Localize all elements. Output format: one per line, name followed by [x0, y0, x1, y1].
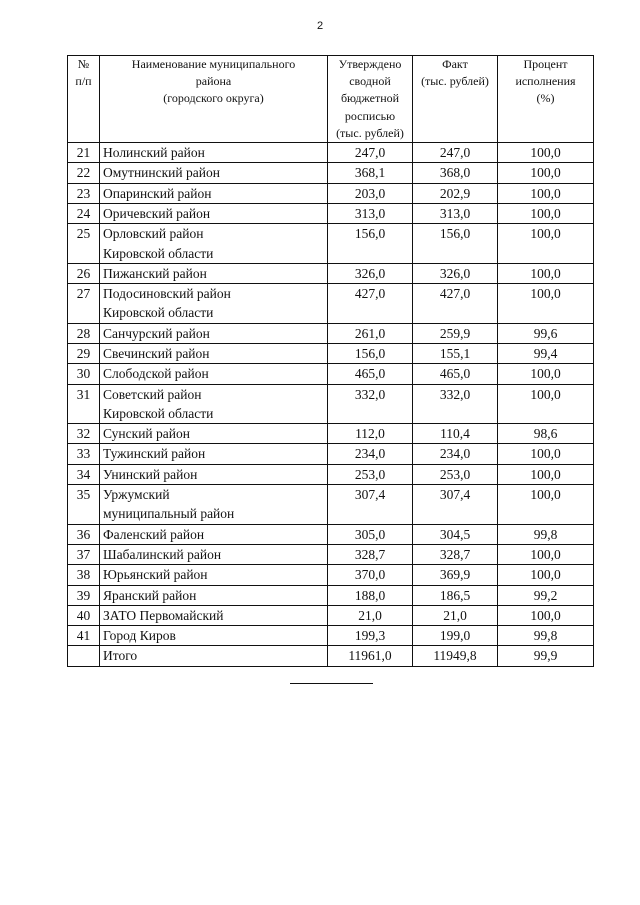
- table-row: [68, 163, 594, 183]
- row-name-line: Омутнинский район: [103, 165, 220, 181]
- table-row: [68, 323, 594, 343]
- row-number: 24: [68, 203, 100, 223]
- row-name-line: Фаленский район: [103, 526, 205, 542]
- table-row: [68, 424, 594, 444]
- row-plan: 313,0: [328, 203, 413, 223]
- row-name-line: Советский район: [103, 386, 202, 402]
- row-fact: 369,9: [413, 565, 498, 585]
- row-name: [100, 263, 328, 283]
- row-name: [100, 203, 328, 223]
- row-name-line: Слободской район: [103, 366, 209, 382]
- table-row: [68, 524, 594, 544]
- table-row: [68, 585, 594, 605]
- row-number: 31: [68, 384, 100, 424]
- row-fact: 326,0: [413, 263, 498, 283]
- row-name: [100, 183, 328, 203]
- row-plan: 199,3: [328, 626, 413, 646]
- row-fact: 110,4: [413, 424, 498, 444]
- row-name-line: Яранский район: [103, 587, 197, 603]
- row-number: 40: [68, 605, 100, 625]
- row-percent: 100,0: [498, 183, 594, 203]
- row-fact: 427,0: [413, 284, 498, 324]
- row-fact: 253,0: [413, 464, 498, 484]
- row-percent: 99,8: [498, 626, 594, 646]
- header-row: [68, 56, 594, 143]
- row-fact: 368,0: [413, 163, 498, 183]
- row-plan: 332,0: [328, 384, 413, 424]
- row-plan: 203,0: [328, 183, 413, 203]
- row-name: [100, 524, 328, 544]
- row-name: [100, 464, 328, 484]
- budget-execution-table: [67, 55, 594, 667]
- total-plan: 11961,0: [328, 646, 413, 666]
- table-row: [68, 444, 594, 464]
- table-row: [68, 224, 594, 264]
- row-number: 26: [68, 263, 100, 283]
- end-rule: [290, 683, 373, 684]
- row-name-line: Шабалинский район: [103, 546, 222, 562]
- row-name-line: Подосиновский район: [103, 286, 231, 302]
- row-name: [100, 585, 328, 605]
- header-fact: Факт (тыс. рублей): [413, 56, 498, 143]
- row-name: [100, 343, 328, 363]
- row-name-line: ЗАТО Первомайский: [103, 607, 224, 623]
- row-percent: 100,0: [498, 485, 594, 525]
- row-plan: 261,0: [328, 323, 413, 343]
- table-row: [68, 183, 594, 203]
- row-name-line: Пижанский район: [103, 265, 207, 281]
- header-plan: Утверждено сводной бюджетной росписью (тыс. рублей): [328, 56, 413, 143]
- row-name: [100, 323, 328, 343]
- table-row: [68, 143, 594, 163]
- row-fact: 202,9: [413, 183, 498, 203]
- table-row: [68, 263, 594, 283]
- total-row: [68, 646, 594, 666]
- row-plan: 427,0: [328, 284, 413, 324]
- row-name-line: Кировской области: [103, 305, 214, 321]
- row-name-line: Орловский район: [103, 226, 204, 242]
- total-fact: 11949,8: [413, 646, 498, 666]
- row-fact: 259,9: [413, 323, 498, 343]
- row-name: [100, 364, 328, 384]
- row-number: 38: [68, 565, 100, 585]
- row-name-line: Кировской области: [103, 245, 214, 261]
- row-plan: 465,0: [328, 364, 413, 384]
- row-plan: 156,0: [328, 343, 413, 363]
- row-fact: 186,5: [413, 585, 498, 605]
- row-name: [100, 444, 328, 464]
- row-percent: 98,6: [498, 424, 594, 444]
- row-number: 36: [68, 524, 100, 544]
- header-num: № п/п: [68, 56, 100, 143]
- row-percent: 100,0: [498, 444, 594, 464]
- row-number: 21: [68, 143, 100, 163]
- row-number: 39: [68, 585, 100, 605]
- row-fact: 247,0: [413, 143, 498, 163]
- row-name-line: Опаринский район: [103, 185, 212, 201]
- row-number: 29: [68, 343, 100, 363]
- row-plan: 326,0: [328, 263, 413, 283]
- row-plan: 247,0: [328, 143, 413, 163]
- row-fact: 304,5: [413, 524, 498, 544]
- row-name: [100, 284, 328, 324]
- table-row: [68, 485, 594, 525]
- row-number: 23: [68, 183, 100, 203]
- table-row: [68, 364, 594, 384]
- row-percent: 100,0: [498, 284, 594, 324]
- row-fact: 332,0: [413, 384, 498, 424]
- row-name: [100, 384, 328, 424]
- row-plan: 307,4: [328, 485, 413, 525]
- row-fact: 21,0: [413, 605, 498, 625]
- row-percent: 100,0: [498, 224, 594, 264]
- page-number: 2: [316, 20, 324, 32]
- row-name-line: Свечинский район: [103, 345, 210, 361]
- row-number: 27: [68, 284, 100, 324]
- row-number: 34: [68, 464, 100, 484]
- table-row: [68, 626, 594, 646]
- row-name-line: Город Киров: [103, 628, 176, 644]
- row-plan: 156,0: [328, 224, 413, 264]
- row-percent: 100,0: [498, 544, 594, 564]
- table-body: [68, 143, 594, 646]
- row-plan: 368,1: [328, 163, 413, 183]
- row-name-line: Санчурский район: [103, 325, 210, 341]
- row-percent: 100,0: [498, 163, 594, 183]
- row-plan: 328,7: [328, 544, 413, 564]
- row-name-line: Оричевский район: [103, 205, 211, 221]
- row-name: [100, 565, 328, 585]
- row-name: [100, 424, 328, 444]
- row-number: 37: [68, 544, 100, 564]
- row-name: [100, 163, 328, 183]
- row-number: 28: [68, 323, 100, 343]
- table-row: [68, 284, 594, 324]
- row-plan: 305,0: [328, 524, 413, 544]
- row-name: [100, 143, 328, 163]
- row-fact: 199,0: [413, 626, 498, 646]
- row-percent: 100,0: [498, 263, 594, 283]
- row-percent: 100,0: [498, 364, 594, 384]
- header-percent: Процент исполнения (%): [498, 56, 594, 143]
- row-percent: 100,0: [498, 143, 594, 163]
- total-label: Итого: [100, 646, 328, 666]
- row-name-line: Кировской области: [103, 405, 214, 421]
- row-number: 41: [68, 626, 100, 646]
- row-name: [100, 605, 328, 625]
- row-percent: 99,6: [498, 323, 594, 343]
- row-percent: 100,0: [498, 565, 594, 585]
- row-fact: 313,0: [413, 203, 498, 223]
- table-row: [68, 565, 594, 585]
- row-number: 35: [68, 485, 100, 525]
- row-fact: 328,7: [413, 544, 498, 564]
- row-percent: 99,2: [498, 585, 594, 605]
- header-name: Наименование муниципального района (городского округа): [100, 56, 328, 143]
- table-row: [68, 605, 594, 625]
- table-row: [68, 544, 594, 564]
- table-footer: [68, 646, 594, 666]
- row-plan: 234,0: [328, 444, 413, 464]
- row-name-line: Унинский район: [103, 466, 198, 482]
- row-name-line: Юрьянский район: [103, 567, 208, 583]
- row-name-line: Нолинский район: [103, 145, 205, 161]
- row-name: [100, 626, 328, 646]
- table-header: [68, 56, 594, 143]
- row-percent: 99,4: [498, 343, 594, 363]
- table-row: [68, 384, 594, 424]
- row-name-line: Тужинский район: [103, 446, 206, 462]
- total-num-cell: [68, 646, 100, 666]
- row-name: [100, 224, 328, 264]
- row-number: 30: [68, 364, 100, 384]
- row-percent: 100,0: [498, 203, 594, 223]
- table-row: [68, 203, 594, 223]
- row-plan: 188,0: [328, 585, 413, 605]
- row-plan: 370,0: [328, 565, 413, 585]
- row-name-line: Уржумский: [103, 487, 170, 503]
- row-fact: 234,0: [413, 444, 498, 464]
- row-percent: 100,0: [498, 384, 594, 424]
- table-row: [68, 343, 594, 363]
- row-fact: 156,0: [413, 224, 498, 264]
- row-fact: 307,4: [413, 485, 498, 525]
- row-percent: 99,8: [498, 524, 594, 544]
- total-percent: 99,9: [498, 646, 594, 666]
- row-percent: 100,0: [498, 605, 594, 625]
- row-number: 22: [68, 163, 100, 183]
- row-name: [100, 485, 328, 525]
- row-name-line: Сунский район: [103, 426, 190, 442]
- row-plan: 21,0: [328, 605, 413, 625]
- table-row: [68, 464, 594, 484]
- row-number: 33: [68, 444, 100, 464]
- row-plan: 112,0: [328, 424, 413, 444]
- row-percent: 100,0: [498, 464, 594, 484]
- row-plan: 253,0: [328, 464, 413, 484]
- row-number: 25: [68, 224, 100, 264]
- row-number: 32: [68, 424, 100, 444]
- row-name: [100, 544, 328, 564]
- row-fact: 465,0: [413, 364, 498, 384]
- row-name-line: муниципальный район: [103, 506, 235, 522]
- row-fact: 155,1: [413, 343, 498, 363]
